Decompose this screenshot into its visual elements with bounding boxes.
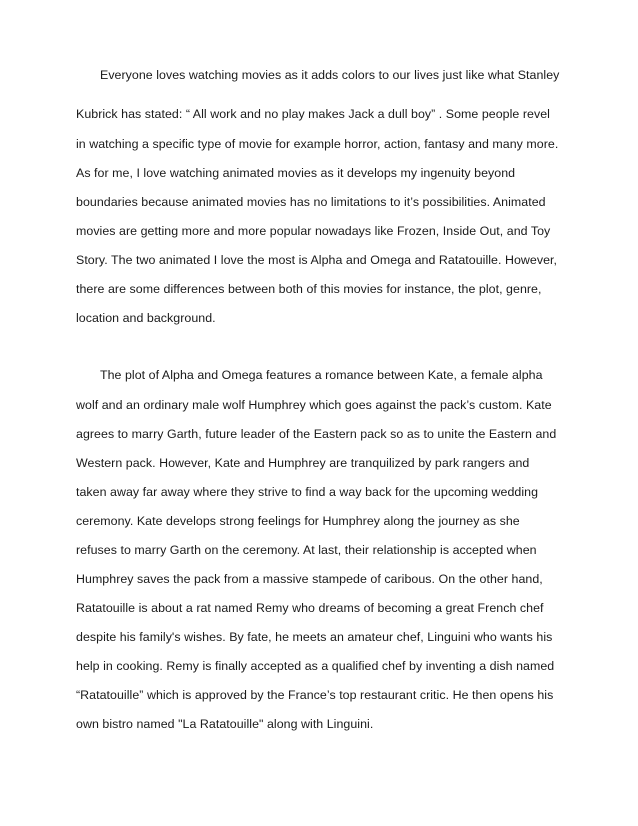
paragraph-line: agrees to marry Garth, future leader of the Eastern pack so as to unite the Eastern and	[76, 427, 557, 441]
paragraph-line: Humphrey saves the pack from a massive stampede of caribous. On the other hand,	[76, 572, 543, 586]
paragraph-line: ceremony. Kate develops strong feelings for Humphrey along the journey as she	[76, 514, 520, 528]
paragraph-line: Story. The two animated I love the most is Alpha and Omega and Ratatouille. However,	[76, 253, 558, 267]
paragraph-line: Kubrick has stated: “ All work and no play makes Jack a dull boy” . Some people revel	[76, 107, 550, 121]
paragraph-line: movies are getting more and more popular nowadays like Frozen, Inside Out, and Toy	[76, 224, 551, 238]
paragraph-line: boundaries because animated movies has no limitations to it’s possibilities. Animated	[76, 195, 546, 209]
paragraph-line: refuses to marry Garth on the ceremony. At last, their relationship is accepted when	[76, 543, 537, 557]
paragraph-line: “Ratatouille” which is approved by the France’s top restaurant critic. He then opens his	[76, 688, 554, 702]
paragraph-line: there are some differences between both of this movies for instance, the plot, genre,	[76, 282, 542, 296]
paragraph-line: taken away far away where they strive to find a way back for the upcoming wedding	[76, 485, 539, 499]
paragraph-line: Western pack. However, Kate and Humphrey are tranquilized by park rangers and	[76, 456, 530, 470]
paragraph-line: Ratatouille is about a rat named Remy who dreams of becoming a great French chef	[76, 601, 544, 615]
paragraph-line: in watching a specific type of movie for example horror, action, fantasy and many more.	[76, 137, 559, 151]
paragraph-line: Everyone loves watching movies as it adds colors to our lives just like what Stanley	[100, 68, 560, 82]
paragraph-line: help in cooking. Remy is finally accepted as a qualified chef by inventing a dish named	[76, 659, 555, 673]
paragraph-line: despite his family's wishes. By fate, he meets an amateur chef, Linguini who wants his	[76, 630, 553, 644]
paragraph-line: own bistro named "La Ratatouille" along with Linguini.	[76, 717, 374, 731]
paragraph-line: wolf and an ordinary male wolf Humphrey which goes against the pack’s custom. Kate	[76, 398, 552, 412]
paragraph-line: The plot of Alpha and Omega features a romance between Kate, a female alpha	[100, 368, 543, 382]
paragraph-line: As for me, I love watching animated movies as it develops my ingenuity beyond	[76, 166, 516, 180]
paragraph-line: location and background.	[76, 311, 216, 325]
